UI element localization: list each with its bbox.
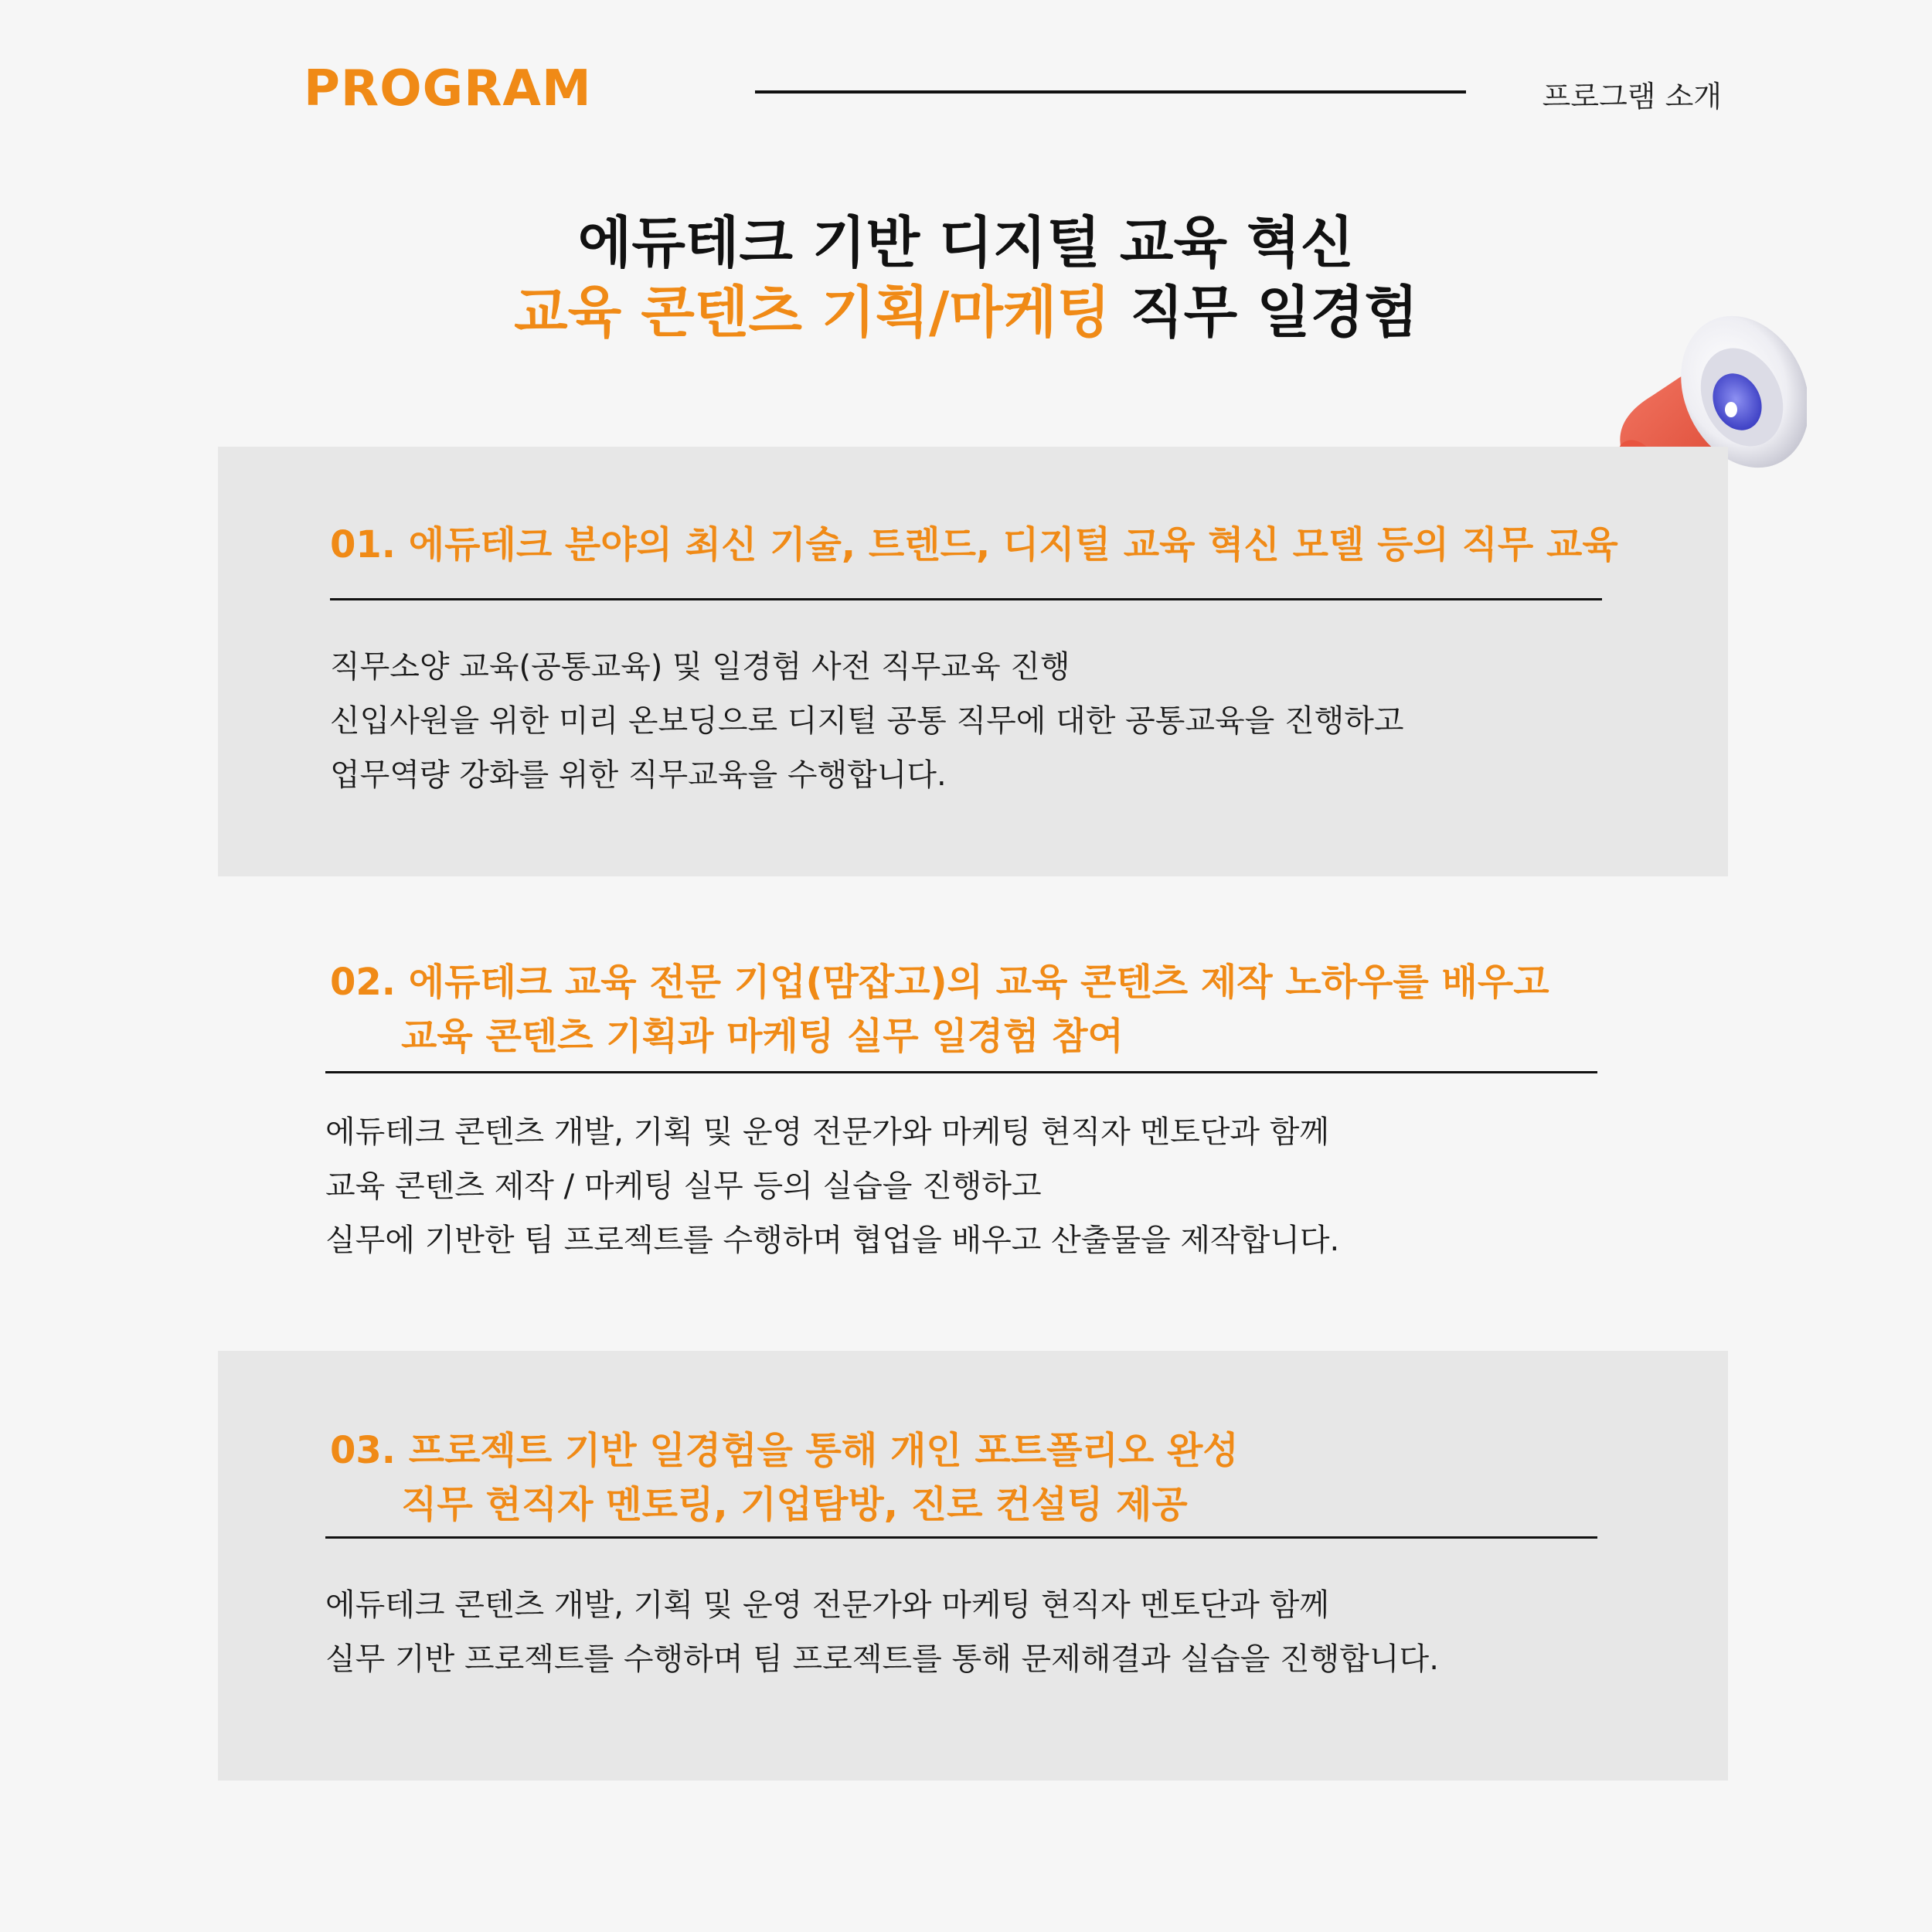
header-divider [755,90,1466,94]
section-2-body [325,1105,1339,1267]
section-1-body-line: 직무소양 교육(공통교육) 및 일경험 사전 직무교육 진행 [330,649,1070,685]
brand-label: PROGRAM [304,60,592,117]
headline-rest: 직무 일경험 [1111,280,1418,345]
section-2-body-line: 에듀테크 콘텐츠 개발, 기획 및 운영 전문가와 마케팅 현직자 멘토단과 함께 [325,1114,1330,1150]
section-2-body-line: 실무에 기반한 팀 프로젝트를 수행하며 협업을 배우고 산출물을 제작합니다. [325,1223,1340,1258]
program-section-1 [218,447,1728,876]
headline-line-1: 에듀테크 기반 디지털 교육 혁신 [577,210,1355,275]
header-caption: 프로그램 소개 [1542,80,1722,114]
section-2-divider [325,1071,1597,1073]
section-3-divider [325,1536,1597,1539]
section-1-body [330,640,1404,802]
section-3-title [330,1423,1239,1532]
section-2-title-line-2: 교육 콘텐츠 기획과 마케팅 실무 일경험 참여 [401,1015,1124,1058]
section-1-title [330,518,1618,572]
section-3-body-line: 실무 기반 프로젝트를 수행하며 팀 프로젝트를 통해 문제해결과 실습을 진행합니다. [325,1641,1439,1677]
program-section-2 [218,876,1728,1351]
section-3-body-line: 에듀테크 콘텐츠 개발, 기획 및 운영 전문가와 마케팅 현직자 멘토단과 함께 [325,1587,1330,1623]
section-1-body-line: 업무역량 강화를 위한 직무교육을 수행합니다. [330,757,947,793]
section-1-divider [330,598,1602,600]
section-2-title [330,955,1549,1063]
section-3-title-line-2: 직무 현직자 멘토링, 기업탐방, 진로 컨설팅 제공 [401,1483,1188,1526]
section-2-body-line: 교육 콘텐츠 제작 / 마케팅 실무 등의 실습을 진행하고 [325,1168,1042,1204]
program-section-3 [218,1351,1728,1781]
headline-accent: 교육 콘텐츠 기획/마케팅 [514,280,1111,345]
section-2-title-line-1: 02. 에듀테크 교육 전문 기업(맘잡고)의 교육 콘텐츠 제작 노하우를 배우고 [330,961,1549,1004]
section-3-title-line-1: 03. 프로젝트 기반 일경험을 통해 개인 포트폴리오 완성 [330,1429,1239,1472]
section-3-body [325,1578,1439,1686]
section-1-body-line: 신입사원을 위한 미리 온보딩으로 디지털 공통 직무에 대한 공통교육을 진행하고 [330,703,1404,739]
section-1-title-line-1: 01. 에듀테크 분야의 최신 기술, 트렌드, 디지털 교육 혁신 모델 등의 직무 교육 [330,523,1618,566]
